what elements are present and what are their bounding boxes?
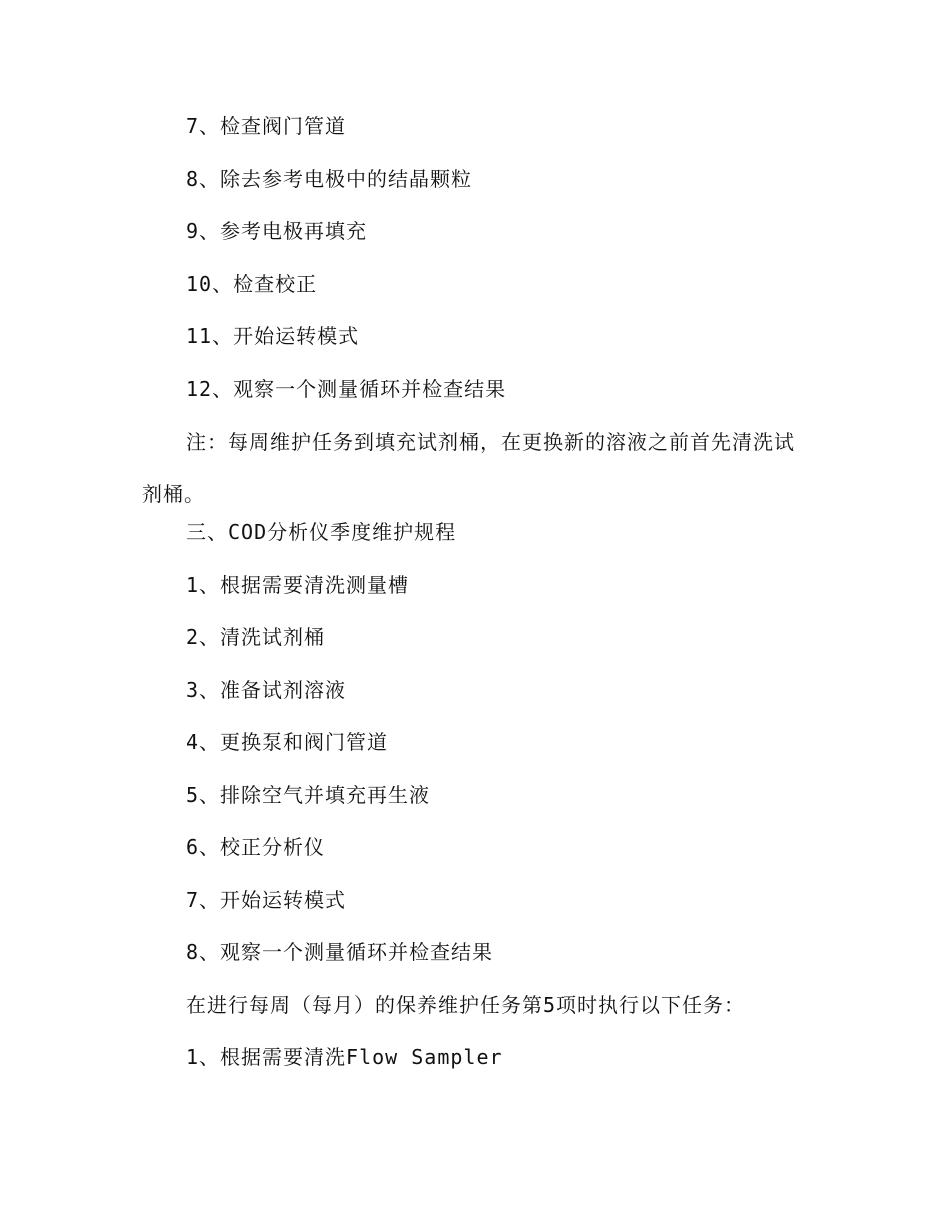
quarterly-heading: 三、COD分析仪季度维护规程 [186, 520, 457, 544]
monthly-step-10: 10、检查校正 [186, 272, 318, 296]
monthly-step-12: 12、观察一个测量循环并检查结果 [186, 377, 507, 401]
monthly-step-7: 7、检查阀门管道 [186, 114, 347, 138]
quarterly-step-4: 4、更换泵和阀门管道 [186, 730, 389, 754]
flow-sampler-step-1: 1、根据需要清洗Flow Sampler [186, 1045, 503, 1069]
flow-sampler-intro: 在进行每周（每月）的保养维护任务第5项时执行以下任务： [186, 993, 746, 1017]
quarterly-step-5: 5、排除空气并填充再生液 [186, 783, 431, 807]
monthly-step-9: 9、参考电极再填充 [186, 219, 368, 243]
weekly-note-paragraph: 注：每周维护任务到填充试剂桶，在更换新的溶液之前首先清洗试剂桶。 [142, 430, 795, 506]
quarterly-step-3: 3、准备试剂溶液 [186, 678, 347, 702]
quarterly-step-8: 8、观察一个测量循环并检查结果 [186, 940, 494, 964]
monthly-step-11: 11、开始运转模式 [186, 324, 360, 348]
monthly-step-8: 8、除去参考电极中的结晶颗粒 [186, 167, 473, 191]
quarterly-step-7: 7、开始运转模式 [186, 888, 347, 912]
quarterly-step-6: 6、校正分析仪 [186, 835, 326, 859]
quarterly-step-2: 2、清洗试剂桶 [186, 625, 326, 649]
quarterly-step-1: 1、根据需要清洗测量槽 [186, 573, 410, 597]
